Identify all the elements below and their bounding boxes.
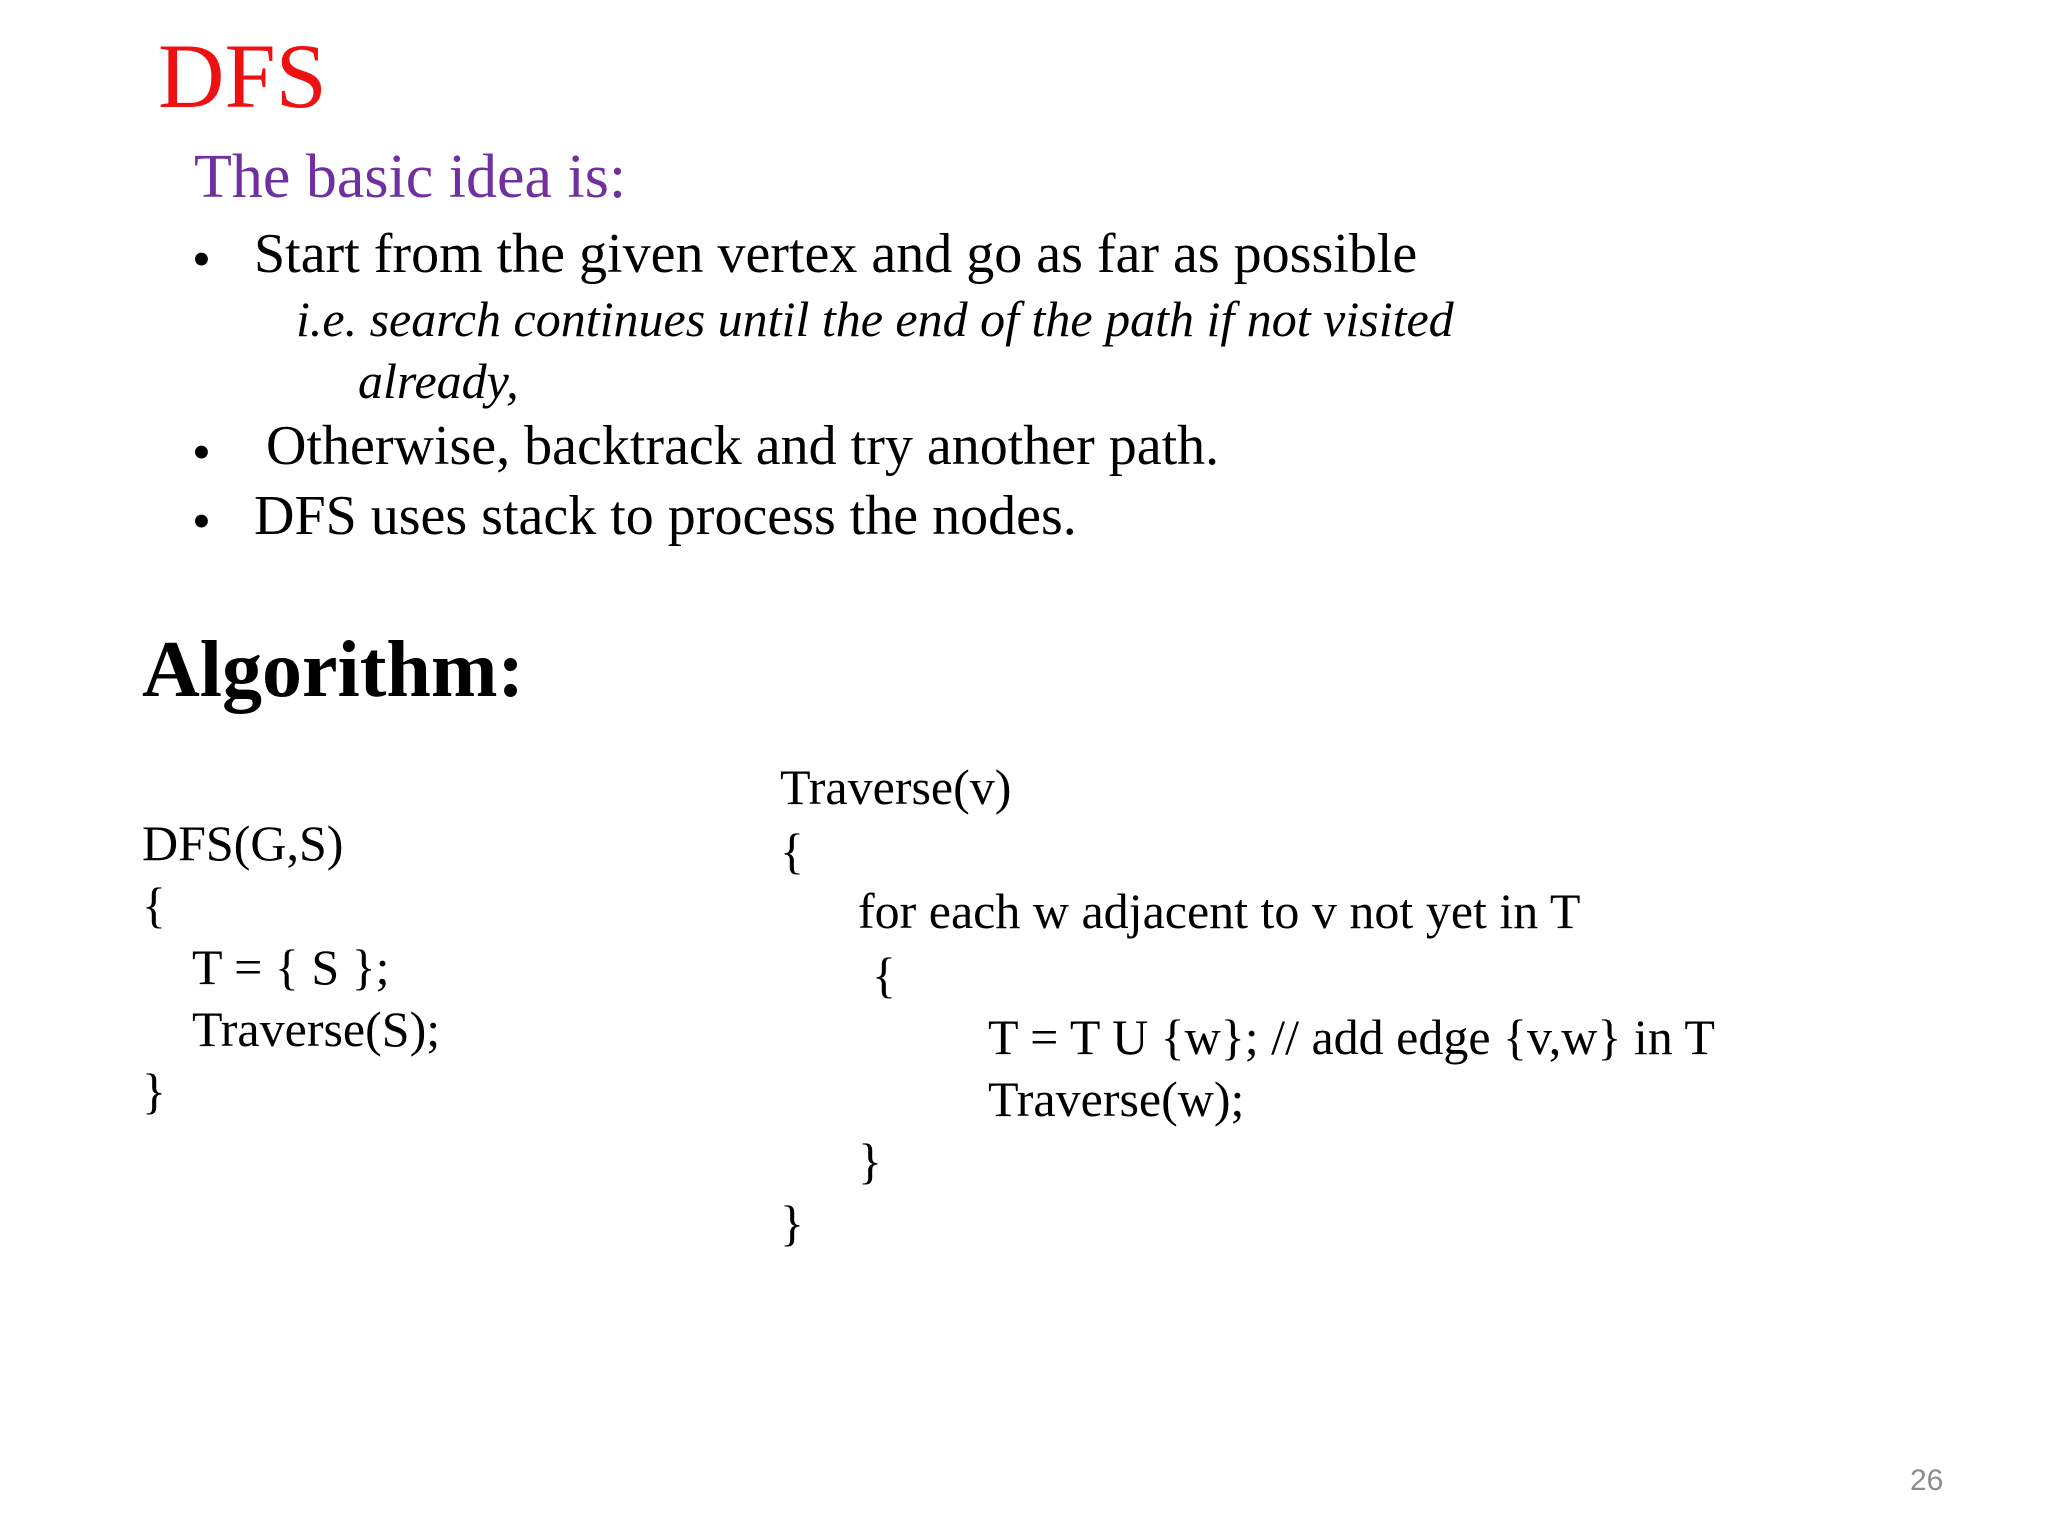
bullet-text-3: DFS uses stack to process the nodes. <box>254 485 1077 547</box>
bullet-text-2: Otherwise, backtrack and try another path. <box>266 415 1220 477</box>
code-line: } <box>142 1063 166 1119</box>
code-line: for each w adjacent to v not yet in T <box>858 883 1581 939</box>
code-line: { <box>142 877 166 933</box>
code-line: } <box>780 1195 804 1251</box>
bullet-dot: • <box>192 422 211 482</box>
bullet-text-1: Start from the given vertex and go as far as possible <box>254 223 1418 285</box>
bullet-note-line-2: already, <box>358 353 519 409</box>
bullet-dot: • <box>192 229 211 289</box>
code-line: { <box>872 947 896 1003</box>
code-line: { <box>780 823 804 879</box>
code-line: Traverse(v) <box>780 759 1012 815</box>
slide-title: DFS <box>158 25 327 127</box>
code-line: DFS(G,S) <box>142 815 344 871</box>
page-number: 26 <box>1910 1464 1944 1497</box>
slide-subtitle: The basic idea is: <box>194 143 627 211</box>
code-line: T = T U {w}; // add edge {v,w} in T <box>988 1009 1715 1065</box>
algorithm-heading: Algorithm: <box>142 626 525 714</box>
code-line: T = { S }; <box>192 939 390 995</box>
code-line: Traverse(S); <box>192 1001 441 1057</box>
bullet-dot: • <box>192 491 211 551</box>
bullet-note-line-1: i.e. search continues until the end of the path if not visited <box>296 291 1454 347</box>
code-line: Traverse(w); <box>988 1071 1245 1127</box>
code-line: } <box>858 1133 882 1189</box>
